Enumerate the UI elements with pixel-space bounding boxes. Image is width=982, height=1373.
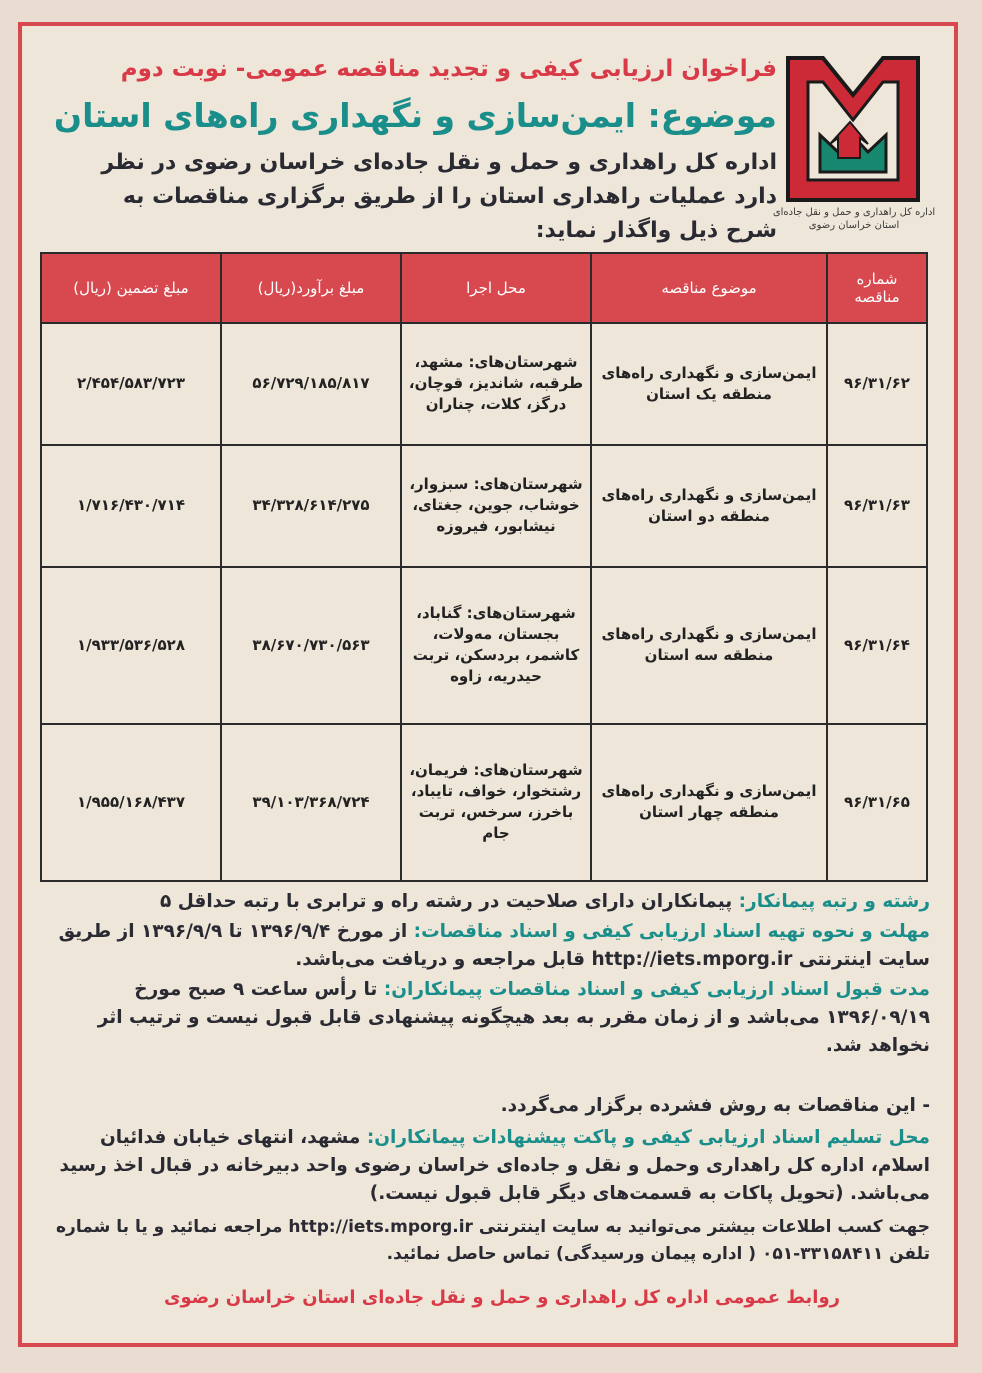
documents-deadline-label: مهلت و نحوه تهیه اسناد ارزیابی کیفی و اسناد مناقصات: — [413, 921, 930, 942]
tender-subject: ایمن‌سازی و نگهداری راه‌های منطقه سه استان — [591, 567, 827, 724]
tender-location: شهرستان‌های: سبزوار، خوشاب، جوین، جغتای، نیشابور، فیروزه — [401, 445, 591, 567]
tender-number: ۹۶/۳۱/۶۳ — [827, 445, 927, 567]
table-row — [41, 567, 927, 724]
col-header-estimate: مبلغ برآورد(ریال) — [221, 253, 401, 323]
tender-subject: ایمن‌سازی و نگهداری راه‌های منطقه یک استان — [591, 323, 827, 445]
tender-subject: ایمن‌سازی و نگهداری راه‌های منطقه چهار استان — [591, 724, 827, 881]
public-relations-footer: روابط عمومی اداره کل راهداری و حمل و نقل جاده‌ای استان خراسان رضوی — [163, 1287, 841, 1308]
acceptance-period-label: مدت قبول اسناد ارزیابی کیفی و اسناد مناقصات پیمانکاران: — [383, 979, 930, 1000]
submission-place-text: مشهد، انتهای خیابان فدائیان اسلام، اداره کل راهداری وحمل و نقل و جاده‌ای خراسان رضوی واحد دبیرخانه در قبال اخذ رسید می‌باشد. (تحویل پاکات به قسمت‌های دیگر قابل قبول نیست.) — [59, 1127, 930, 1204]
acceptance-period-paragraph — [50, 976, 930, 1060]
announcement-title: فراخوان ارزیابی کیفی و تجدید مناقصه عمومی- نوبت دوم — [120, 56, 777, 82]
compressed-method-note: - این مناقصات به روش فشرده برگزار می‌گردد. — [500, 1095, 930, 1116]
contractor-grade-label: رشته و رتبه پیمانکار: — [738, 891, 930, 912]
tender-guarantee: ۱/۹۳۳/۵۳۶/۵۲۸ — [41, 567, 221, 724]
contact-info-paragraph: جهت کسب اطلاعات بیشتر می‌توانید به سایت اینترنتی http://iets.mporg.ir مراجعه نمائید و یا با شماره تلفن ۳۳۱۵۸۴۱۱-۰۵۱ ( اداره پیمان ورسیدگی) تماس حاصل نمائید. — [56, 1217, 930, 1264]
documents-deadline-paragraph — [50, 918, 930, 974]
tender-guarantee: ۲/۴۵۴/۵۸۳/۷۲۳ — [41, 323, 221, 445]
tender-estimate: ۳۸/۶۷۰/۷۳۰/۵۶۳ — [221, 567, 401, 724]
logo-caption: اداره کل راهداری و حمل و نقل جاده‌ای استان خراسان رضوی — [772, 207, 936, 231]
contractor-grade-paragraph — [50, 888, 930, 916]
tender-estimate: ۳۴/۳۲۸/۶۱۴/۲۷۵ — [221, 445, 401, 567]
tender-number: ۹۶/۳۱/۶۵ — [827, 724, 927, 881]
tender-guarantee: ۱/۹۵۵/۱۶۸/۴۳۷ — [41, 724, 221, 881]
tender-location: شهرستان‌های: فریمان، رشتخوار، خواف، تایباد، باخرز، سرخس، تربت جام — [401, 724, 591, 881]
tender-subject: ایمن‌سازی و نگهداری راه‌های منطقه دو استان — [591, 445, 827, 567]
tender-location: شهرستان‌های: گناباد، بجستان، مه‌ولات، کاشمر، بردسکن، تربت حیدریه، زاوه — [401, 567, 591, 724]
col-header-subject: موضوع مناقصه — [591, 253, 827, 323]
contractor-grade-text: پیمانکاران دارای صلاحیت در رشته راه و ترابری با رتبه حداقل ۵ — [159, 891, 739, 912]
table-row — [41, 323, 927, 445]
subject-title: موضوع: ایمن‌سازی و نگهداری راه‌های استان — [53, 96, 777, 135]
tender-location: شهرستان‌های: مشهد، طرقبه، شاندیز، قوچان، درگز، کلات، چناران — [401, 323, 591, 445]
documents-deadline-text: از مورخ ۱۳۹۶/۹/۴ تا ۱۳۹۶/۹/۹ از طریق سایت اینترنتی http://iets.mporg.ir قابل مراجعه و دریافت می‌باشد. — [58, 921, 930, 970]
submission-place-label: محل تسلیم اسناد ارزیابی کیفی و پاکت پیشنهادات پیمانکاران: — [366, 1127, 930, 1148]
intro-paragraph: اداره کل راهداری و حمل و نقل جاده‌ای خراسان رضوی در نظر دارد عملیات راهداری استان را از طریق برگزاری مناقصات به شرح ذیل واگذار نماید: — [101, 150, 777, 243]
tender-guarantee: ۱/۷۱۶/۴۳۰/۷۱۴ — [41, 445, 221, 567]
table-row — [41, 445, 927, 567]
table-header-row — [41, 253, 927, 323]
table-row — [41, 724, 927, 881]
tender-number: ۹۶/۳۱/۶۴ — [827, 567, 927, 724]
submission-place-paragraph — [50, 1124, 930, 1208]
tender-number: ۹۶/۳۱/۶۲ — [827, 323, 927, 445]
acceptance-period-text: تا رأس ساعت ۹ صبح مورخ ۱۳۹۶/۰۹/۱۹ می‌باشد و از زمان مقرر به بعد هیچگونه پیشنهادی قابل قبول نیست و ترتیب اثر نخواهد شد. — [97, 979, 930, 1056]
col-header-guarantee: مبلغ تضمین (ریال) — [41, 253, 221, 323]
col-header-number: شماره مناقصه — [827, 253, 927, 323]
col-header-location: محل اجرا — [401, 253, 591, 323]
tender-estimate: ۳۹/۱۰۳/۳۶۸/۷۲۴ — [221, 724, 401, 881]
tenders-table — [40, 252, 928, 882]
tender-estimate: ۵۶/۷۲۹/۱۸۵/۸۱۷ — [221, 323, 401, 445]
